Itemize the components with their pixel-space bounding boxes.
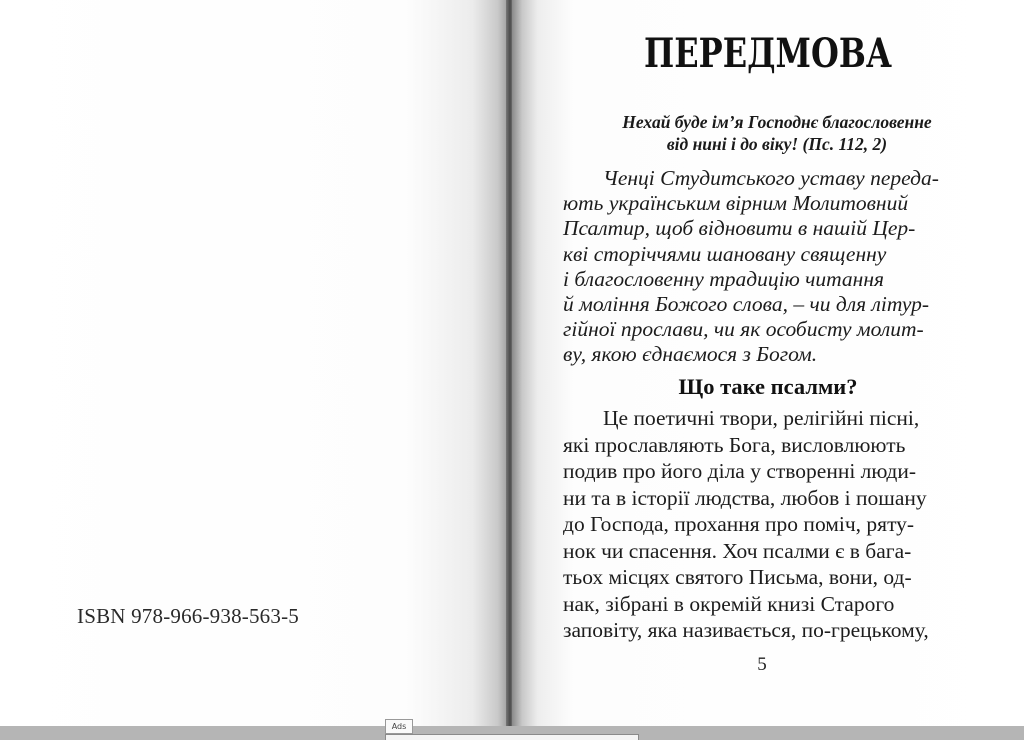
page-number: 5 — [757, 654, 767, 675]
intro-paragraph — [563, 166, 983, 368]
right-page — [512, 0, 1024, 726]
intro-line: ву, якою єднаємося з Богом. — [563, 342, 818, 367]
body-line: подив про його діла у створенні люди- — [563, 459, 916, 483]
intro-line: Псалтир, щоб відновити в нашій Цер- — [563, 216, 916, 241]
body-line: заповіту, яка називається, по-грецькому, — [563, 618, 929, 642]
body-line: тьох місцях святого Письма, вони, од- — [563, 565, 912, 589]
ads-label[interactable]: Ads — [385, 719, 413, 734]
section-heading: Що таке псалми? — [678, 374, 858, 399]
intro-line: гійної прослави, чи як особисту молит- — [563, 317, 924, 342]
intro-line: й моління Божого слова, – чи для літур- — [563, 292, 929, 317]
body-line: нак, зібрані в окремій книзі Старого — [563, 591, 895, 616]
left-page — [0, 0, 508, 726]
intro-line: ють українським вірним Молитовний — [563, 191, 909, 216]
intro-line: Ченці Студитського уставу переда- — [603, 166, 939, 190]
body-line: які прославляють Бога, висловлюють — [563, 432, 906, 457]
body-line: до Господа, прохання про поміч, ряту- — [563, 512, 915, 536]
isbn-text: ISBN 978-966-938-563-5 — [77, 604, 299, 628]
intro-line: і благословенну традицію читання — [563, 266, 884, 291]
epigraph-line-1: Нехай буде ім’я Господнє благословенне — [622, 112, 932, 132]
page-title: ПЕРЕДМОВА — [644, 30, 892, 77]
ads-banner[interactable] — [385, 734, 639, 740]
body-paragraph — [563, 405, 983, 644]
intro-line: кві сторіччями шановану священну — [563, 241, 887, 266]
body-line: Це поетичні твори, релігійні пісні, — [603, 406, 920, 430]
body-line: нок чи спасення. Хоч псалми є в бага- — [563, 538, 912, 563]
body-line: ни та в історії людства, любов і пошану — [563, 485, 927, 510]
epigraph-line-2: від нині і до віку! (Пс. 112, 2) — [666, 134, 888, 154]
epigraph — [574, 111, 980, 155]
